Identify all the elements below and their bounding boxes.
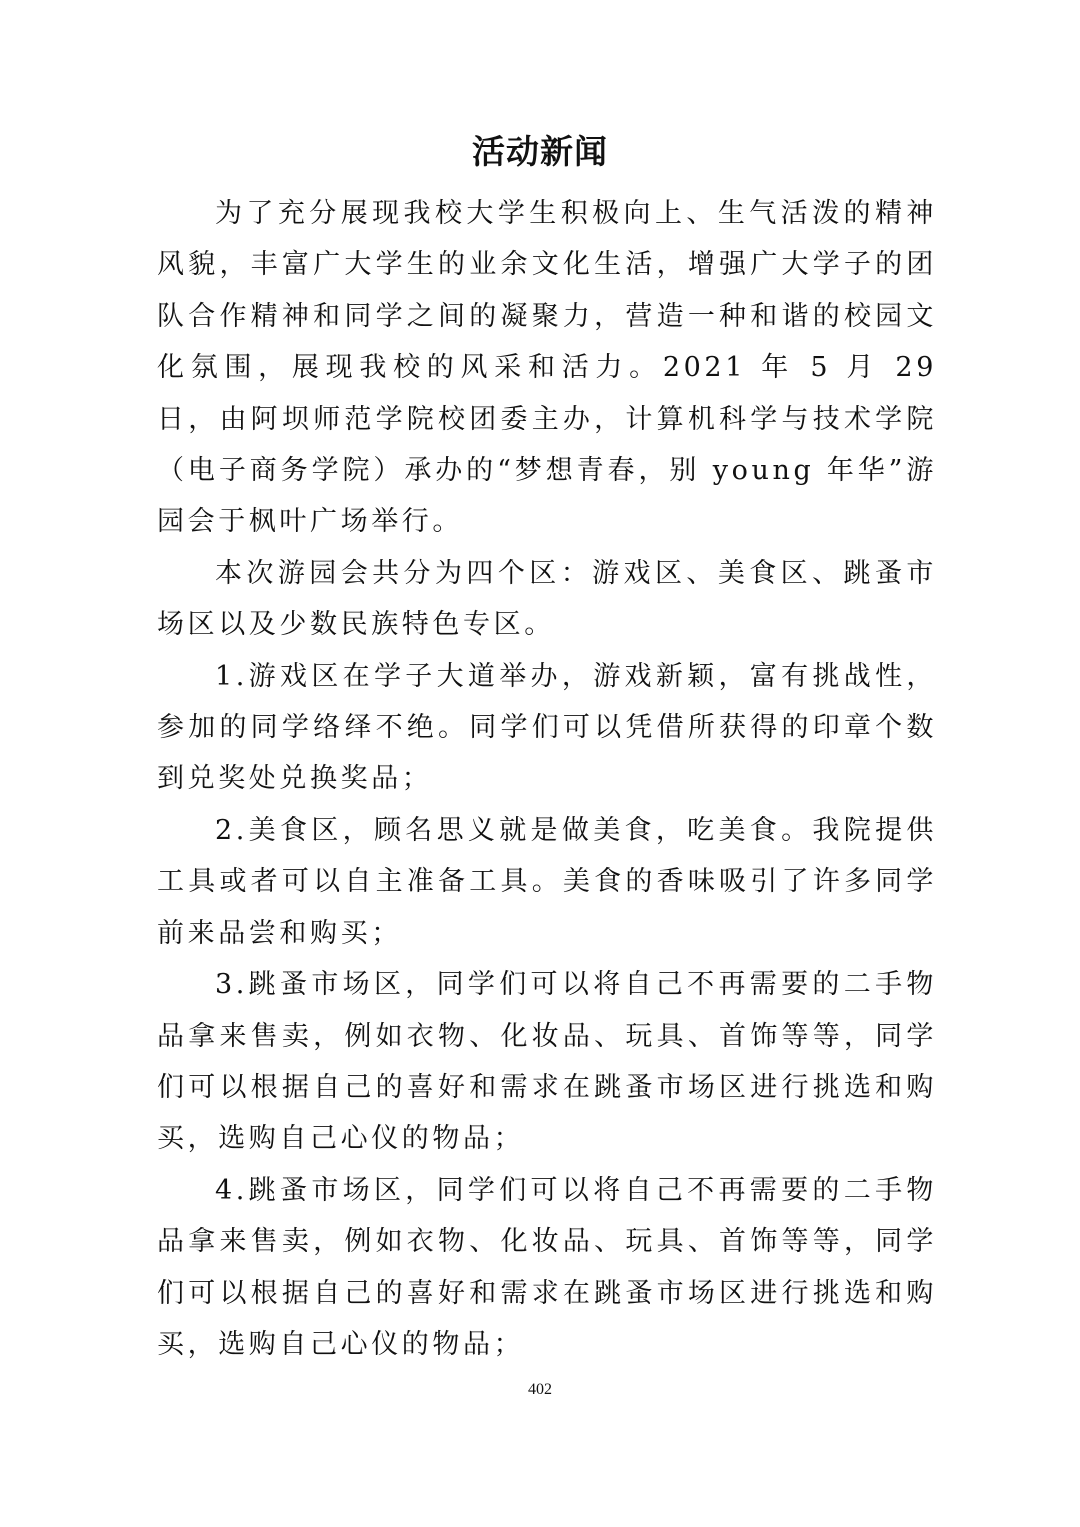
- paragraph-game-zone: 1.游戏区在学子大道举办，游戏新颖，富有挑战性，参加的同学络绎不绝。同学们可以凭借所获得的印章个数到兑奖处兑换奖品；: [157, 660, 937, 795]
- paragraph-flea-market-zone-repeat: 4.跳蚤市场区，同学们可以将自己不再需要的二手物品拿来售卖，例如衣物、化妆品、玩具、首饰等等，同学们可以根据自己的喜好和需求在跳蚤市场区进行挑选和购买，选购自己心仪的物品；: [157, 1174, 937, 1360]
- paragraph-intro: 为了充分展现我校大学生积极向上、生气活泼的精神风貌，丰富广大学生的业余文化生活，增强广大学子的团队合作精神和同学之间的凝聚力，营造一种和谐的校园文化氛围，展现我校的风采和活力。2021 年 5 月 29 日，由阿坝师范学院校团委主办，计算机科学与技术学院（电子商务学院）承办的“梦想青春，别 young 年华”游园会于枫叶广场举行。: [157, 198, 937, 538]
- article-body: [157, 188, 937, 1370]
- paragraph-flea-market-zone: 3.跳蚤市场区，同学们可以将自己不再需要的二手物品拿来售卖，例如衣物、化妆品、玩具、首饰等等，同学们可以根据自己的喜好和需求在跳蚤市场区进行挑选和购买，选购自己心仪的物品；: [157, 969, 937, 1155]
- page-title: 活动新闻: [472, 132, 608, 171]
- page-number: 402: [528, 1381, 552, 1398]
- paragraph-food-zone: 2.美食区，顾名思义就是做美食，吃美食。我院提供工具或者可以自主准备工具。美食的香味吸引了许多同学前来品尝和购买；: [157, 814, 937, 949]
- paragraph-zones: 本次游园会共分为四个区：游戏区、美食区、跳蚤市场区以及少数民族特色专区。: [157, 557, 937, 641]
